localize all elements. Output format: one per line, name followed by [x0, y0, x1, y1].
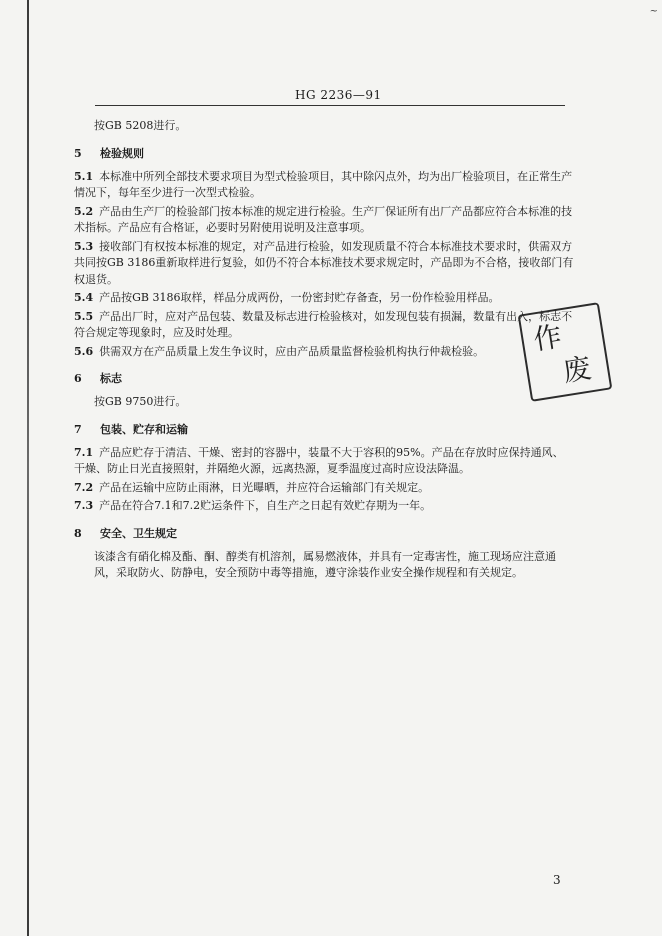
section-number: 5 [74, 146, 82, 160]
section-number: 7 [74, 422, 82, 436]
clause-text: 产品按GB 3186取样，样品分成两份，一份密封贮存备查，另一份作检验用样品。 [99, 291, 500, 304]
section-6-body: 按GB 9750进行。 [94, 395, 187, 408]
clause-text: 产品出厂时，应对产品包装、数量及标志进行检验核对，如发现包装有损漏，数量有出入，标志不符合规定等现象时，应及时处理。 [74, 309, 573, 339]
section-7-title [74, 421, 574, 437]
binding-line [27, 0, 29, 936]
void-stamp [518, 302, 613, 402]
clause-text: 产品应贮存于清洁、干燥、密封的容器中，装量不大于容积的95%。产品在存放时应保持通风、干燥、防止日光直接照射，并隔绝火源，远离热源，夏季温度过高时应设法降温。 [74, 445, 564, 475]
clause-5-4 [74, 290, 574, 307]
section-number: 6 [74, 372, 82, 385]
section-8-title [74, 525, 574, 541]
clause-text: 产品在运输中应防止雨淋，日光曝晒，并应符合运输部门有关规定。 [99, 480, 430, 494]
clause-number: 5.4 [74, 291, 94, 304]
clause-number: 7.3 [74, 499, 94, 512]
clause-5-6 [74, 344, 574, 361]
section-heading: 包装、贮存和运输 [100, 422, 188, 436]
clause-5-1 [74, 169, 574, 202]
section-number: 8 [74, 526, 82, 540]
page-number: 3 [553, 873, 561, 887]
clause-text: 接收部门有权按本标准的规定，对产品进行检验，如发现质量不符合本标准技术要求时，供需双方共同按GB 3186重新取样进行复验，如仍不符合本标准技术要求规定时，产品即为不合格，接收部门有权退货。 [74, 239, 574, 286]
clause-number: 5.1 [74, 169, 94, 183]
standard-code: HG 2236—91 [295, 88, 382, 102]
clause-5-2 [74, 204, 574, 237]
clause-7-1 [74, 445, 574, 478]
clause-text: 供需双方在产品质量上发生争议时，应由产品质量监督检验机构执行仲裁检验。 [99, 344, 485, 358]
section-heading: 检验规则 [100, 146, 144, 160]
clause-number: 7.2 [74, 480, 94, 494]
clause-number: 5.2 [74, 204, 94, 218]
clause-7-3 [74, 498, 574, 515]
stamp-char: 废 [560, 351, 594, 389]
clause-number: 5.3 [74, 239, 94, 253]
document-body [74, 118, 574, 582]
section-6-title [74, 370, 574, 386]
clause-7-2 [74, 480, 574, 497]
clause-5-3 [74, 239, 574, 289]
section-heading: 安全、卫生规定 [100, 526, 177, 540]
section-5-title [74, 145, 574, 161]
clause-number: 5.6 [74, 344, 94, 358]
section-heading: 标志 [100, 372, 122, 385]
corner-mark: ~ [649, 6, 658, 17]
header-rule [95, 105, 565, 106]
stamp-char: 作 [531, 319, 565, 357]
section-8-body: 该漆含有硝化棉及酯、酮、醇类有机溶剂，属易燃液体，并具有一定毒害性，施工现场应注意通风，采取防火、防静电，安全预防中毒等措施，遵守涂装作业安全操作规程和有关规定。 [94, 549, 556, 579]
intro-line: 按GB 5208进行。 [94, 119, 187, 132]
clause-number: 5.5 [74, 309, 94, 323]
clause-5-5 [74, 309, 574, 342]
clause-number: 7.1 [74, 445, 94, 459]
clause-text: 产品在符合7.1和7.2贮运条件下，自生产之日起有效贮存期为一年。 [99, 499, 432, 512]
clause-text: 本标准中所列全部技术要求项目为型式检验项目，其中除闪点外，均为出厂检验项目，在正常生产情况下，每年至少进行一次型式检验。 [74, 169, 573, 199]
clause-text: 产品由生产厂的检验部门按本标准的规定进行检验。生产厂保证所有出厂产品都应符合本标准的技术指标。产品应有合格证，必要时另附使用说明及注意事项。 [74, 204, 573, 234]
